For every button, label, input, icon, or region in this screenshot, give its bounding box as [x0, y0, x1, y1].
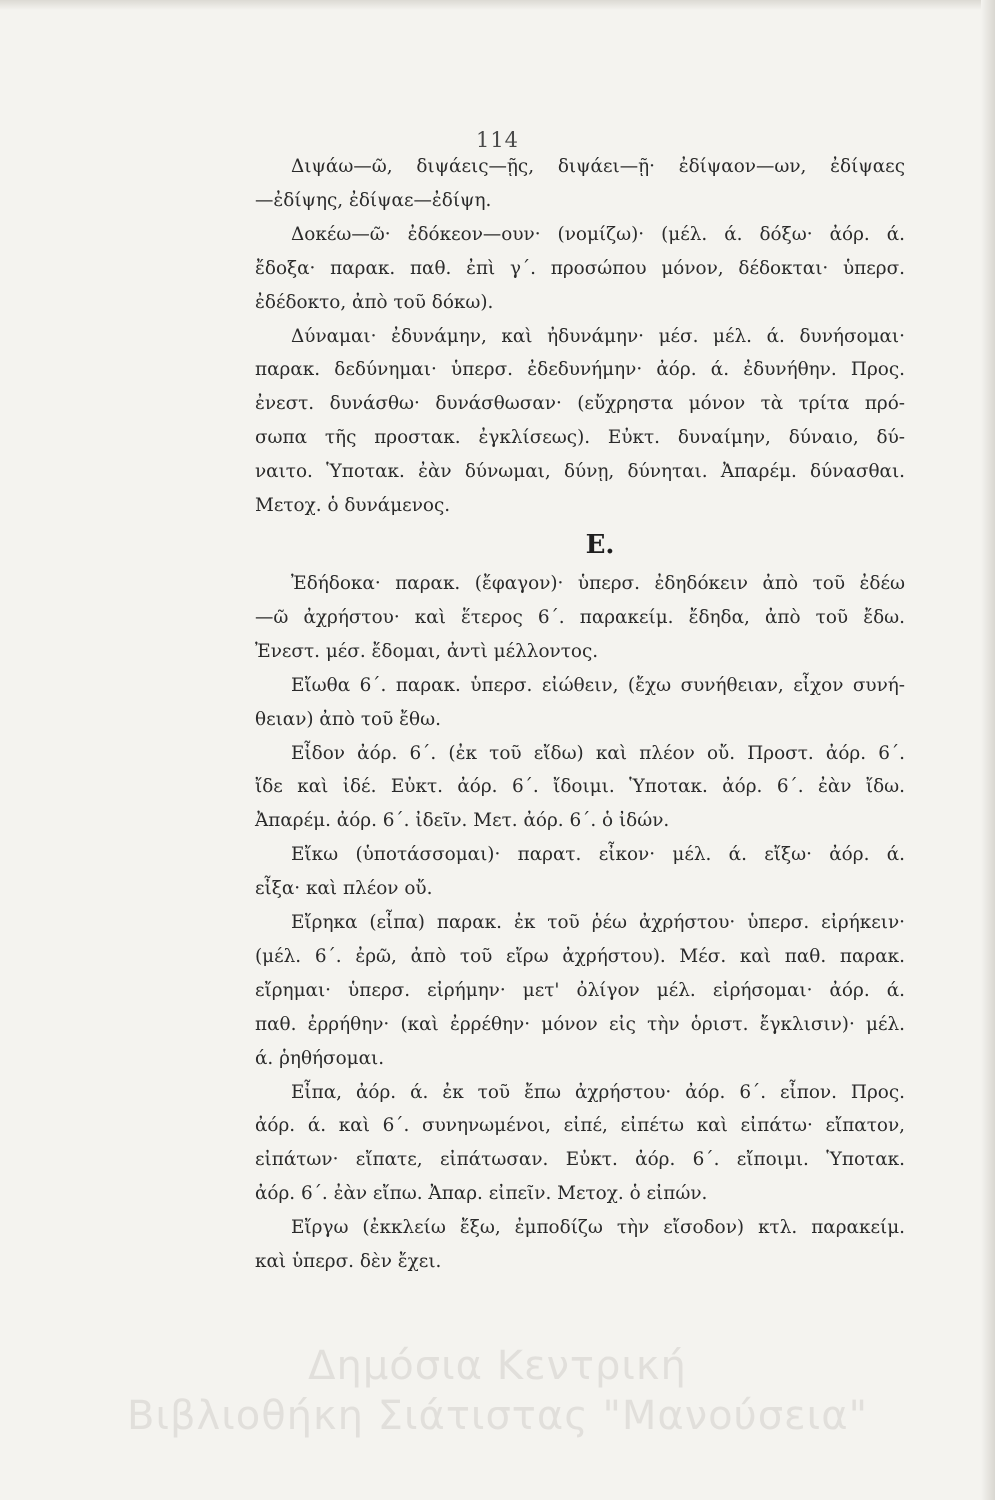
text-line: Δοκέω—ῶ· ἐδόκεον—ουν· (νομίζω)· (μέλ. ά. δόξω· ἀόρ. ά.	[291, 223, 905, 245]
text-line: Εἴργω (ἐκκλείω ἔξω, ἐμποδίζω τὴν εἴσοδον) κτλ. παρακείμ.	[291, 1217, 905, 1239]
section-heading: Ε.	[585, 529, 615, 560]
text-line: εἴρημαι· ὑπερσ. εἰρήμην· μετ' ὀλίγον μέλ. εἰρήσομαι· ἀόρ. ά.	[255, 979, 905, 1001]
text-line: Ἐνεστ. μέσ. ἔδομαι, ἀντὶ μέλλοντος.	[255, 640, 599, 662]
text-line: Ἐδήδοκα· παρακ. (ἔφαγον)· ὑπερσ. ἐδηδόκειν ἀπὸ τοῦ ἐδέω	[291, 572, 905, 594]
text-line: —ἐδίψης, ἐδίψαε—ἐδίψη.	[255, 189, 492, 211]
page-number: 114	[475, 128, 520, 152]
text-line: θειαν) ἀπὸ τοῦ ἔθω.	[255, 708, 441, 730]
text-line: Εἶπα, ἀόρ. ά. ἐκ τοῦ ἔπω ἀχρήστου· ἀόρ. 6΄. εἶπον. Προς.	[291, 1081, 905, 1103]
text-line: Μετοχ. ὁ δυνάμενος.	[255, 495, 451, 517]
text-line: εἶξα· καὶ πλέον οὔ.	[255, 878, 433, 900]
body-text	[255, 150, 905, 1279]
text-line: παθ. ἐρρήθην· (καὶ ἐρρέθην· μόνον εἰς τὴν ὁριστ. ἔγκλισιν)· μέλ.	[255, 1013, 905, 1035]
text-line: ἐδέδοκτο, ἀπὸ τοῦ δόκω).	[255, 291, 494, 313]
page-top-edge	[0, 0, 995, 10]
text-line: Εἴωθα 6΄. παρακ. ὑπερσ. εἰώθειν, (ἔχω συνήθειαν, εἶχον συνή-	[291, 674, 905, 696]
text-line: καὶ ὑπερσ. δὲν ἔχει.	[255, 1251, 442, 1273]
text-line: ἔδοξα· παρακ. παθ. ἐπὶ γ΄. προσώπου μόνον, δέδοκται· ὑπερσ.	[255, 257, 905, 279]
text-line: παρακ. δεδύνημαι· ὑπερσ. ἐδεδυνήμην· ἀόρ. ά. ἐδυνήθην. Προς.	[255, 359, 905, 381]
text-line: (μέλ. 6΄. ἐρῶ, ἀπὸ τοῦ εἴρω ἀχρήστου). Μέσ. καὶ παθ. παρακ.	[255, 945, 905, 967]
text-line: ἐνεστ. δυνάσθω· δυνάσθωσαν· (εὔχρηστα μόνον τὰ τρίτα πρό-	[255, 393, 905, 415]
text-line: ἀόρ. 6΄. ἐὰν εἴπω. Ἀπαρ. εἰπεῖν. Μετοχ. ὁ εἰπών.	[255, 1183, 708, 1205]
page-right-edge	[981, 0, 995, 1500]
text-line: Εἴρηκα (εἶπα) παρακ. ἐκ τοῦ ῥέω ἀχρήστου· ὑπερσ. εἰρήκειν·	[291, 912, 905, 934]
text-line: Διψάω—ῶ, διψάεις—ῇς, διψάει—ῇ· ἐδίψαον—ων, ἐδίψαες	[291, 156, 905, 177]
text-line: Εἶδον ἀόρ. 6΄. (ἐκ τοῦ εἴδω) καὶ πλέον οὔ. Προστ. ἀόρ. 6΄.	[291, 742, 905, 764]
text-line: ναιτο. Ὑποτακ. ἐὰν δύνωμαι, δύνῃ, δύνηται. Ἀπαρέμ. δύνασθαι.	[255, 461, 905, 483]
text-line: ά. ῥηθήσομαι.	[255, 1047, 385, 1069]
text-line: Ἀπαρέμ. ἀόρ. 6΄. ἰδεῖν. Μετ. ἀόρ. 6΄. ὁ ἰδών.	[255, 810, 670, 832]
text-line: ἴδε καὶ ἰδέ. Εὐκτ. ἀόρ. 6΄. ἴδοιμι. Ὑποτακ. ἀόρ. 6΄. ἐὰν ἴδω.	[255, 776, 905, 798]
text-line: —ῶ ἀχρήστου· καὶ ἕτερος 6΄. παρακείμ. ἔδηδα, ἀπὸ τοῦ ἔδω.	[255, 606, 905, 628]
text-line: Εἴκω (ὑποτάσσομαι)· παρατ. εἶκον· μέλ. ά. εἴξω· ἀόρ. ά.	[291, 844, 905, 866]
library-watermark-line2: Βιβλιοθήκη Σιάτιστας "Μανούσεια"	[127, 1393, 868, 1439]
text-line: ἀόρ. ά. καὶ 6΄. συνηνωμένοι, εἰπέ, εἰπέτω καὶ εἰπάτω· εἴπατον,	[255, 1115, 905, 1137]
text-line: σωπα τῆς προστακ. ἐγκλίσεως). Εὐκτ. δυναίμην, δύναιο, δύ-	[255, 427, 905, 449]
text-line: εἰπάτων· εἴπατε, εἰπάτωσαν. Εὐκτ. ἀόρ. 6΄. εἴποιμι. Ὑποτακ.	[255, 1149, 905, 1171]
text-line: Δύναμαι· ἐδυνάμην, καὶ ἠδυνάμην· μέσ. μέλ. ά. δυνήσομαι·	[291, 325, 905, 347]
library-watermark-line1: Δημόσια Κεντρική	[308, 1343, 687, 1389]
